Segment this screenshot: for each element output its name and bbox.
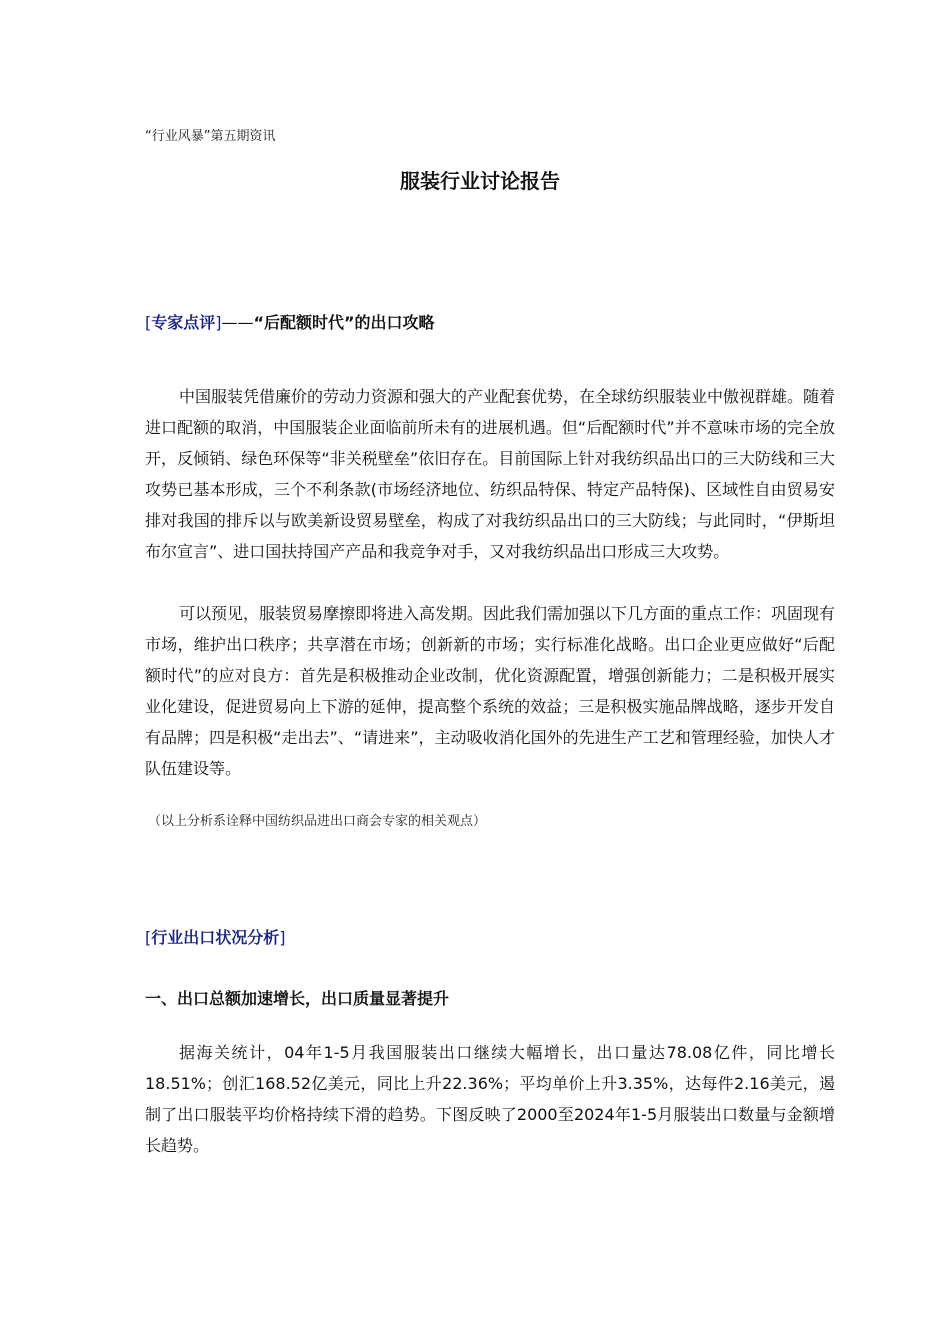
bracket-open: [ bbox=[145, 928, 152, 947]
source-note: （以上分析系诠释中国纺织品进出口商会专家的相关观点） bbox=[148, 814, 487, 829]
subheading-export-growth: 一、出口总额加速增长，出口质量显著提升 bbox=[145, 989, 450, 1008]
bracket-close: ] bbox=[215, 313, 222, 332]
header-note: “行业风暴”第五期资讯 bbox=[145, 129, 276, 144]
document-title: 服装行业讨论报告 bbox=[400, 169, 560, 193]
heading-dash: —— bbox=[221, 313, 254, 332]
section-tag-expert-review: 专家点评 bbox=[151, 313, 216, 332]
paragraph-strategies: 可以预见，服装贸易摩擦即将进入高发期。因此我们需加强以下几方面的重点工作：巩固现有市场，维护出口秩序；共享潜在市场；创新新的市场；实行标准化战略。出口企业更应做好“后配额时代”的应对良方：首先是积极推动企业改制，优化资源配置，增强创新能力；二是积极开展实业化建设，促进贸易向上下游的延伸，提高整个系统的效益；三是积极实施品牌战略，逐步开发自有品牌；四是积极“走出去”、“请进来”，主动吸收消化国外的先进生产工艺和管理经验，加快人才队伍建设等。 bbox=[145, 604, 836, 778]
section-expert-review-heading bbox=[145, 312, 435, 334]
paragraph-export-statistics: 据海关统计，04年1-5月我国服装出口继续大幅增长，出口量达78.08亿件，同比增长18.51%；创汇168.52亿美元，同比上升22.36%；平均单价上升3.35%，达每件2.16美元，遏制了出口服装平均价格持续下滑的趋势。下图反映了2000至2024年1-5月服装出口数量与金额增长趋势。 bbox=[145, 1043, 835, 1155]
paragraph-market-overview: 中国服装凭借廉价的劳动力资源和强大的产业配套优势，在全球纺织服装业中傲视群雄。随着进口配额的取消，中国服装企业面临前所未有的进展机遇。但“后配额时代”并不意味市场的完全放开，反倾销、绿色环保等“非关税壁垒”依旧存在。目前国际上针对我纺织品出口的三大防线和三大攻势已基本形成，三个不利条款(市场经济地位、纺织品特保、特定产品特保)、区域性自由贸易安排对我国的排斥以与欧美新设贸易壁垒，构成了对我纺织品出口的三大防线；与此同时，“伊斯坦布尔宣言”、进口国扶持国产产品和我竞争对手，又对我纺织品出口形成三大攻势。 bbox=[145, 387, 836, 561]
section-tag-export-analysis: 行业出口状况分析 bbox=[151, 928, 280, 947]
section-heading-text: “后配额时代”的出口攻略 bbox=[253, 313, 435, 332]
section-export-analysis-heading bbox=[145, 927, 286, 949]
bracket-close: ] bbox=[279, 928, 286, 947]
bracket-open: [ bbox=[145, 313, 152, 332]
